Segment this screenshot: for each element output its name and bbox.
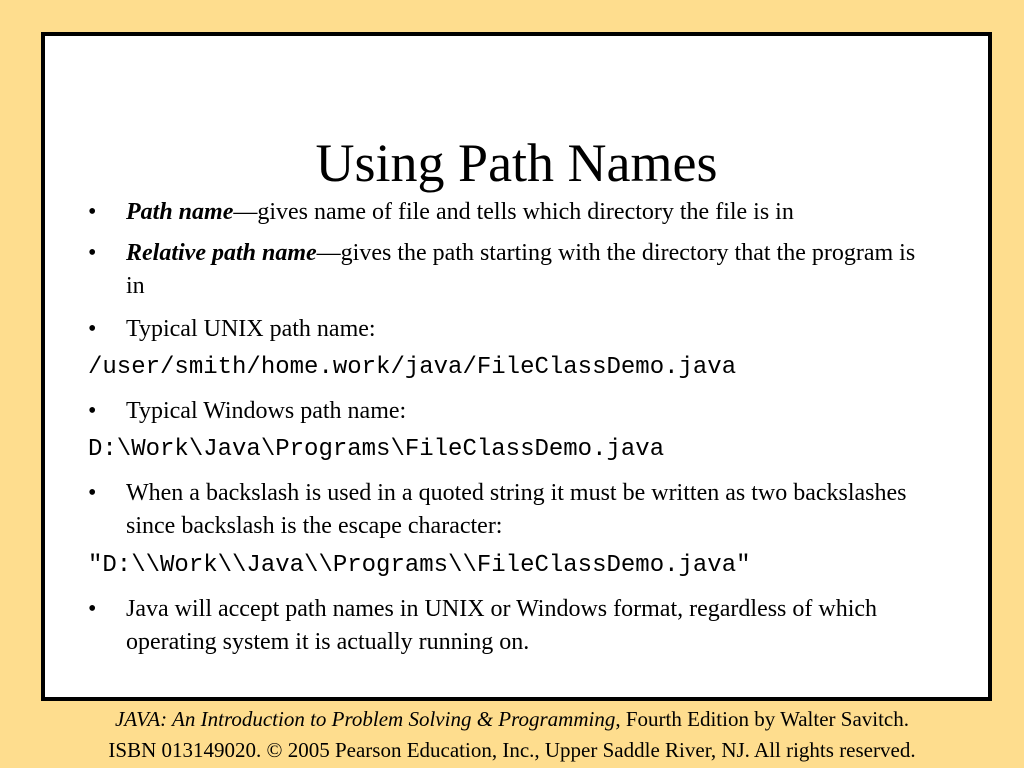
bullet-description: —gives the path starting with the directory that the program is in (126, 240, 916, 299)
footer-line-1 (0, 709, 1024, 730)
bullet-glyph: • (88, 316, 97, 342)
bullet-text: When a backslash is used in a quoted string it must be written as two backslashes since backslash is the escape character: (126, 480, 907, 539)
bullet-text (126, 196, 936, 229)
code-windows-path: D:\Work\Java\Programs\FileClassDemo.java (88, 436, 665, 463)
bullet-description: —gives name of file and tells which directory the file is in (233, 199, 794, 225)
footer-edition: , Fourth Edition by Walter Savitch. (615, 707, 910, 731)
bullet-glyph: • (88, 240, 97, 266)
code-quoted-path: "D:\\Work\\Java\\Programs\\FileClassDemo.java" (88, 552, 751, 579)
bullet-term: Path name (126, 199, 234, 225)
bullet-glyph: • (88, 398, 97, 424)
footer-book-title: JAVA: An Introduction to Problem Solving & Programming (114, 707, 616, 731)
bullet-glyph: • (88, 199, 97, 225)
slide-title: Using Path Names (315, 133, 718, 193)
bullet-text: Typical Windows path name: (126, 398, 407, 424)
bullet-term: Relative path name (126, 240, 317, 266)
bullet-text: Java will accept path names in UNIX or Windows format, regardless of which operating system it is actually running on. (126, 596, 878, 655)
bullet-text: Typical UNIX path name: (126, 316, 376, 342)
bullet-glyph: • (88, 596, 97, 622)
footer-line-2: ISBN 013149020. © 2005 Pearson Education, Inc., Upper Saddle River, NJ. All rights reserved. (108, 738, 916, 762)
bullet-glyph: • (88, 480, 97, 506)
bullet-text (126, 237, 936, 303)
code-unix-path: /user/smith/home.work/java/FileClassDemo.java (88, 354, 737, 381)
